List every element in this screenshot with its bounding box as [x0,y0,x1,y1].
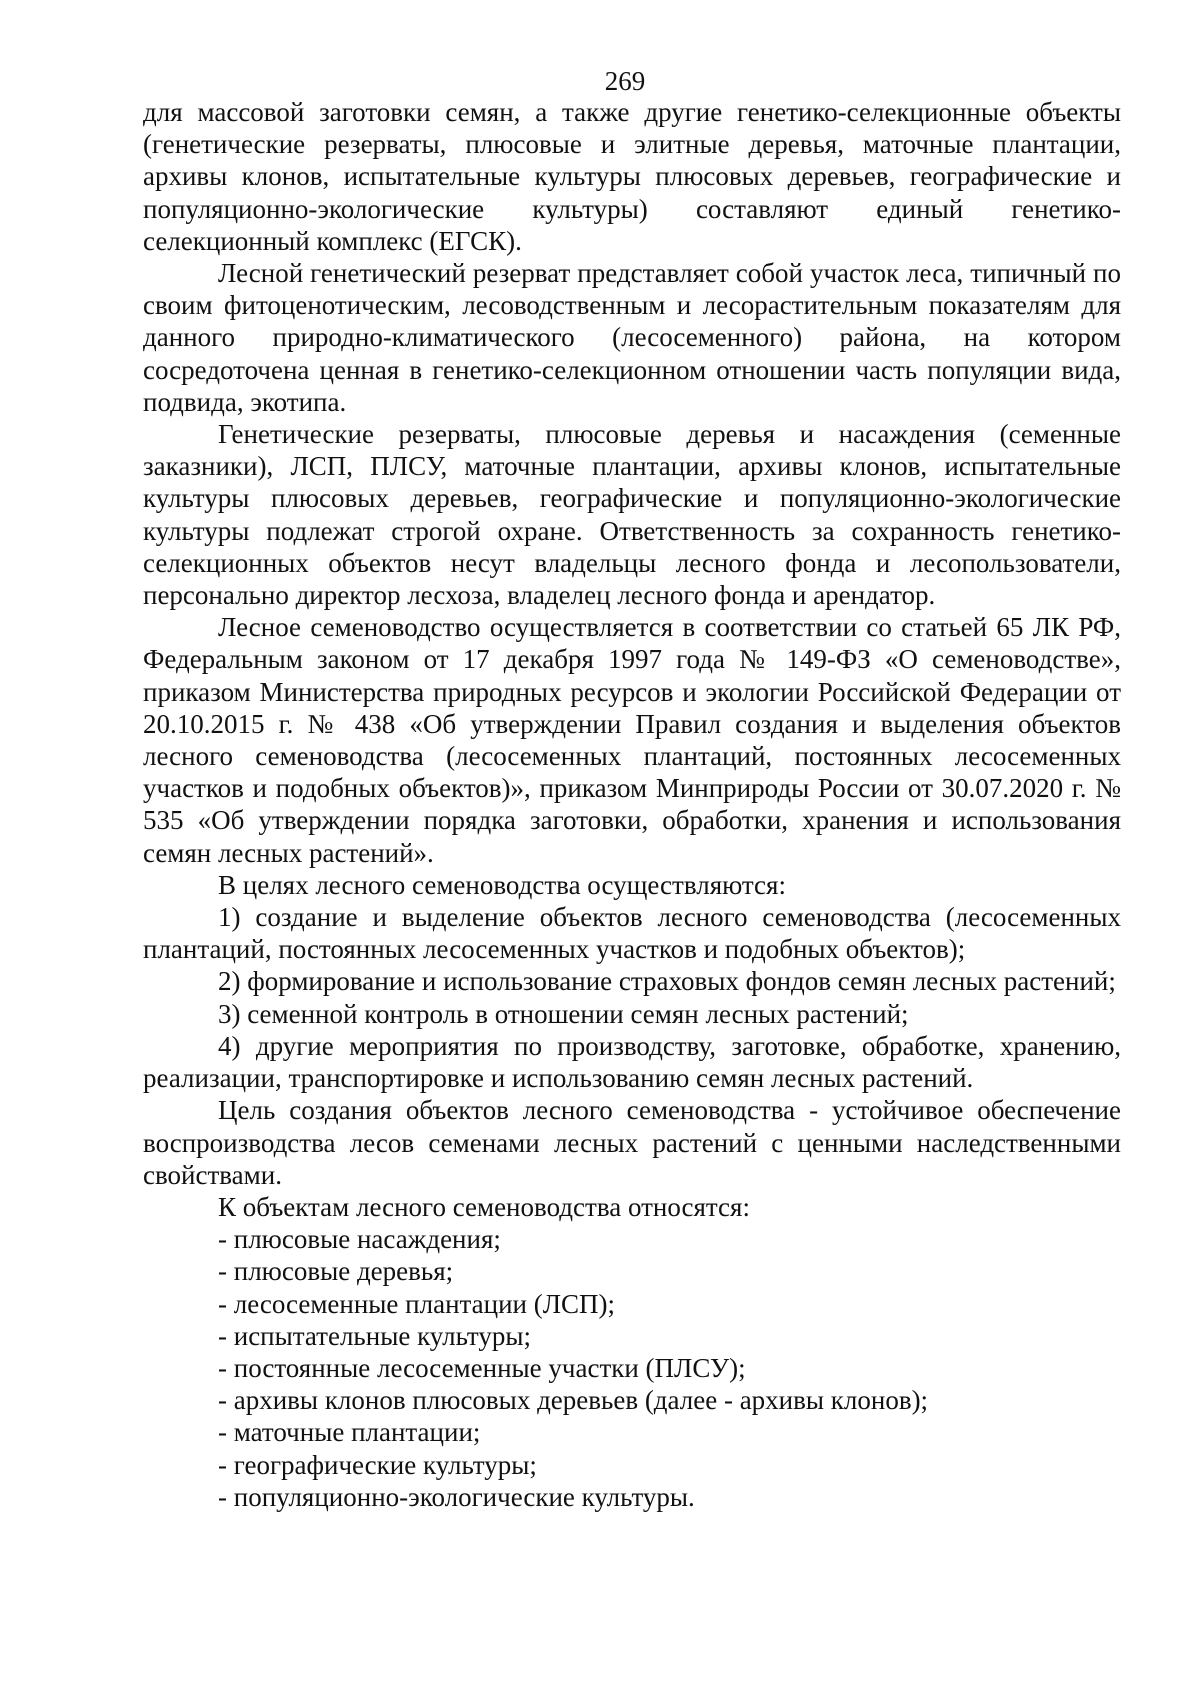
paragraph-purpose: Цель создания объектов лесного семеноводства - устойчивое обеспечение воспроизводства лесов семенами лесных растений с ценными наследственными свойствами. [143,1095,1121,1190]
paragraph-goal-4: 4) другие мероприятия по производству, заготовке, обработке, хранению, реализации, транспортировке и использованию семян лесных растений. [143,1030,1121,1094]
paragraph-goal-1: 1) создание и выделение объектов лесного семеноводства (лесосеменных плантаций, постоянных лесосеменных участков и подобных объектов); [143,902,1121,965]
list-item: - географические культуры; [218,1449,537,1480]
paragraph-egsk: для массовой заготовки семян, а также другие генетико-селекционные объекты (генетические резерваты, плюсовые и элитные деревья, маточные плантации, архивы клонов, испытательные культуры плюсовых деревьев, географические и популяционно-экологические культуры) составляют единый генетико-селекционный комплекс (ЕГСК). [143,97,1121,256]
list-item: - постоянные лесосеменные участки (ПЛСУ); [218,1352,746,1383]
list-item: - маточные плантации; [218,1417,481,1448]
paragraph-objects-intro: К объектам лесного семеноводства относятся: [218,1191,750,1222]
objects-list [143,1223,1121,1513]
paragraph-protection: Генетические резерваты, плюсовые деревья и насаждения (семенные заказники), ЛСП, ПЛСУ, маточные плантации, архивы клонов, испытательные культуры плюсовых деревьев, географические и популяционно-экологические культуры подлежат строгой охране. Ответственность за сохранность генетико-селекционных объектов несут владельцы лесного фонда и лесопользователи, персонально директор лесхоза, владелец лесного фонда и арендатор. [143,419,1121,611]
list-item: - плюсовые деревья; [218,1256,454,1287]
list-item: - лесосеменные плантации (ЛСП); [218,1288,616,1319]
page-number: 269 [604,66,646,96]
paragraph-goal-2: 2) формирование и использование страховых фондов семян лесных растений; [218,966,1116,997]
list-item: - популяционно-экологические культуры. [218,1481,695,1512]
list-item: - плюсовые насаждения; [218,1224,501,1255]
list-item: - архивы клонов плюсовых деревьев (далее - архивы клонов); [218,1385,929,1416]
paragraph-goals-intro: В целях лесного семеноводства осуществляются: [218,869,786,900]
list-item: - испытательные культуры; [218,1320,531,1351]
paragraph-goal-3: 3) семенной контроль в отношении семян лесных растений; [218,998,909,1029]
paragraph-genetic-reserve: Лесной генетический резерват представляет собой участок леса, типичный по своим фитоценотическим, лесоводственным и лесорастительным показателям для данного природно-климатического (лесосеменного) района, на котором сосредоточена ценная в генетико-селекционном отношении часть популяции вида, подвида, экотипа. [143,258,1121,417]
paragraph-legal-basis: Лесное семеноводство осуществляется в соответствии со статьей 65 ЛК РФ, Федеральным законом от 17 декабря 1997 года № 149-ФЗ «О семеноводстве», приказом Министерства природных ресурсов и экологии Российской Федерации от 20.10.2015 г. № 438 «Об утверждении Правил создания и выделения объектов лесного семеноводства (лесосеменных плантаций, постоянных лесосеменных участков и подобных объектов)», приказом Минприроды России от 30.07.2020 г. № 535 «Об утверждении порядка заготовки, обработки, хранения и использования семян лесных растений». [143,612,1121,868]
